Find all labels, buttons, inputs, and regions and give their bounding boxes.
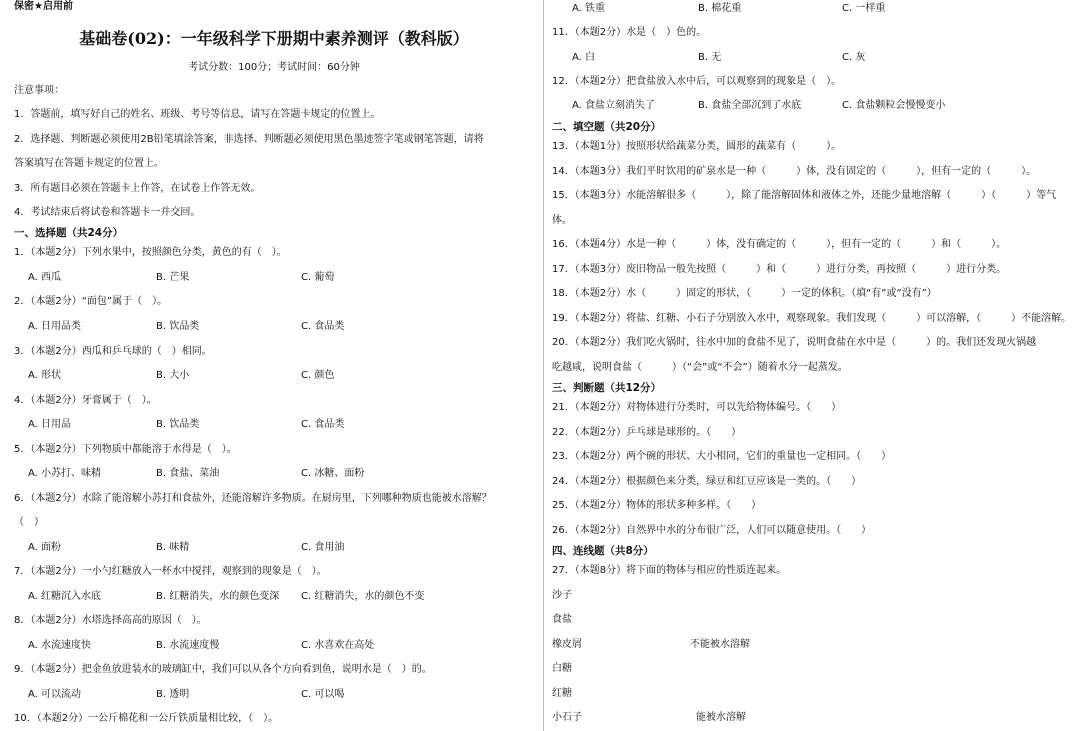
question-text: 27．（本题8分）将下面的物体与相应的性质连起来。 bbox=[552, 565, 787, 576]
section-heading: 三、判断题（共12分） bbox=[552, 382, 662, 394]
notice-item: 4．考试结束后将试卷和答题卡一并交回。 bbox=[14, 207, 201, 218]
section-heading: 一、选择题（共24分） bbox=[14, 227, 124, 239]
question-text: 2．（本题2分）“面包”属于（ ）。 bbox=[14, 296, 168, 307]
question-text: 9．（本题2分）把金鱼放进装水的玻璃缸中，我们可以从各个方向看到鱼，说明水是（ ）的。 bbox=[14, 664, 432, 675]
question-text: 26．（本题2分）自然界中水的分布很广泛，人们可以随意使用。（ ） bbox=[552, 525, 872, 536]
option-b: B. 棉花重 bbox=[698, 3, 742, 14]
section-heading: 四、连线题（共8分） bbox=[552, 545, 654, 557]
secret-label: 保密★启用前 bbox=[14, 1, 73, 12]
question-text: 23．（本题2分）两个碗的形状、大小相同，它们的重量也一定相同。（ ） bbox=[552, 451, 892, 462]
option-b: B. 透明 bbox=[156, 689, 190, 700]
option-c: C. 食用油 bbox=[301, 542, 345, 553]
right-column bbox=[552, 0, 1072, 731]
question-text: 24．（本题2分）根据颜色来分类，绿豆和红豆应该是一类的。（ ） bbox=[552, 476, 862, 487]
notice-item: 2．选择题、判断题必须使用2B铅笔填涂答案，非选择、判断题必须使用黑色墨迹签字笔或钢笔答题，请将 bbox=[14, 134, 484, 145]
option-b: B. 饮品类 bbox=[156, 321, 200, 332]
option-b: B. 芒果 bbox=[156, 272, 190, 283]
question-text: 7．（本题2分）一小勺红糖放入一杯水中搅拌，观察到的现象是（ ）。 bbox=[14, 566, 327, 577]
question-text-cont: （ ） bbox=[14, 517, 44, 528]
option-c: C. 颜色 bbox=[301, 370, 335, 381]
match-item: 沙子 bbox=[552, 590, 572, 601]
option-c: C. 灰 bbox=[842, 52, 866, 63]
match-item: 红糖 bbox=[552, 688, 572, 699]
exam-title: 基础卷(02)：一年级科学下册期中素养测评（教科版） bbox=[79, 29, 469, 48]
option-a: A. 水流速度快 bbox=[28, 640, 92, 651]
exam-meta: 考试分数：100分；考试时间：60分钟 bbox=[188, 62, 360, 73]
option-b: B. 食盐、菜油 bbox=[156, 468, 220, 479]
option-b: B. 水流速度慢 bbox=[156, 640, 220, 651]
question-text: 21．（本题2分）对物体进行分类时，可以先给物体编号。（ ） bbox=[552, 402, 842, 413]
option-b: B. 食盐全部沉到了水底 bbox=[698, 100, 802, 111]
question-text: 15．（本题3分）水能溶解很多（ ），除了能溶解固体和液体之外，还能少量地溶解（ ）（ ）等气 bbox=[552, 190, 1057, 201]
option-b: B. 大小 bbox=[156, 370, 190, 381]
question-text: 8．（本题2分）水塔选择高高的原因（ ）。 bbox=[14, 615, 207, 626]
option-b: B. 饮品类 bbox=[156, 419, 200, 430]
match-property: 能被水溶解 bbox=[696, 712, 746, 723]
option-c: C. 水喜欢在高处 bbox=[301, 640, 375, 651]
option-a: A. 小苏打、味精 bbox=[28, 468, 102, 479]
question-text-cont: 吃越咸，说明食盐（ ）（“会”或“不会”）随着水分一起蒸发。 bbox=[552, 362, 848, 373]
option-a: A. 食盐立刻消失了 bbox=[572, 100, 656, 111]
option-c: C. 红糖消失，水的颜色不变 bbox=[301, 591, 425, 602]
notice-item: 3．所有题目必须在答题卡上作答，在试卷上作答无效。 bbox=[14, 183, 261, 194]
left-column bbox=[14, 0, 534, 731]
question-text: 22．（本题2分）乒乓球是球形的。（ ） bbox=[552, 427, 742, 438]
question-text: 20．（本题2分）我们吃火锅时，往水中加的食盐不见了，说明食盐在水中是（ ）的。我们还发现火锅越 bbox=[552, 337, 1037, 348]
question-text: 16．（本题4分）水是一种（ ）体，没有确定的（ ），但有一定的（ ）和（ ）。 bbox=[552, 239, 1007, 250]
option-c: C. 葡萄 bbox=[301, 272, 335, 283]
match-item: 白糖 bbox=[552, 663, 572, 674]
option-a: A. 形状 bbox=[28, 370, 62, 381]
option-a: A. 日用品 bbox=[28, 419, 72, 430]
notice-heading: 注意事项： bbox=[14, 85, 64, 96]
option-a: A. 日用品类 bbox=[28, 321, 82, 332]
option-b: B. 味精 bbox=[156, 542, 190, 553]
option-a: A. 铁重 bbox=[572, 3, 606, 14]
question-text: 11．（本题2分）水是（ ）色的。 bbox=[552, 27, 707, 38]
option-a: A. 西瓜 bbox=[28, 272, 62, 283]
section-heading: 二、填空题（共20分） bbox=[552, 121, 662, 133]
question-text-cont: 体。 bbox=[552, 215, 572, 226]
option-a: A. 可以流动 bbox=[28, 689, 82, 700]
option-b: B. 红糖消失，水的颜色变深 bbox=[156, 591, 280, 602]
question-text: 1．（本题2分）下列水果中，按照颜色分类，黄色的有（ ）。 bbox=[14, 247, 287, 258]
option-b: B. 无 bbox=[698, 52, 722, 63]
question-text: 3．（本题2分）西瓜和乒乓球的（ ）相同。 bbox=[14, 346, 212, 357]
option-c: C. 食盐颗粒会慢慢变小 bbox=[842, 100, 946, 111]
option-c: C. 食品类 bbox=[301, 321, 345, 332]
match-item: 食盐 bbox=[552, 614, 572, 625]
match-item: 小石子 bbox=[552, 712, 582, 723]
option-a: A. 白 bbox=[572, 52, 596, 63]
question-text: 5．（本题2分）下列物质中都能溶于水得是（ ）。 bbox=[14, 444, 237, 455]
question-text: 10．（本题2分）一公斤棉花和一公斤铁质量相比较，（ ）。 bbox=[14, 713, 279, 724]
question-text: 6．（本题2分）水除了能溶解小苏打和食盐外，还能溶解许多物质。在厨房里，下列哪种物质也能被水溶解？ bbox=[14, 493, 492, 504]
option-c: C. 食品类 bbox=[301, 419, 345, 430]
question-text: 17．（本题3分）废旧物品一般先按照（ ）和（ ）进行分类，再按照（ ）进行分类。 bbox=[552, 264, 1007, 275]
question-text: 25．（本题2分）物体的形状多种多样。（ ） bbox=[552, 500, 762, 511]
option-c: C. 一样重 bbox=[842, 3, 886, 14]
match-item: 橡皮屑 bbox=[552, 639, 582, 650]
column-divider bbox=[543, 0, 544, 731]
notice-item: 1．答题前，填写好自己的姓名、班级、考号等信息，请写在答题卡规定的位置上。 bbox=[14, 109, 381, 120]
match-property: 不能被水溶解 bbox=[690, 639, 750, 650]
option-a: A. 面粉 bbox=[28, 542, 62, 553]
option-a: A. 红糖沉入水底 bbox=[28, 591, 102, 602]
option-c: C. 可以喝 bbox=[301, 689, 345, 700]
question-text: 13．（本题1分）按照形状给蔬菜分类，圆形的蔬菜有（ ）。 bbox=[552, 141, 842, 152]
notice-item: 答案填写在答题卡规定的位置上。 bbox=[14, 158, 164, 169]
question-text: 19．（本题2分）将盐、红糖、小石子分别放入水中，观察现象。我们发现（ ）可以溶解，（ ）不能溶解。 bbox=[552, 313, 1072, 324]
question-text: 12．（本题2分）把食盐放入水中后，可以观察到的现象是（ ）。 bbox=[552, 76, 842, 87]
question-text: 18．（本题2分）水（ ）固定的形状，（ ）一定的体积。（填“有”或“没有”） bbox=[552, 288, 937, 299]
option-c: C. 冰糖、面粉 bbox=[301, 468, 365, 479]
question-text: 4．（本题2分）牙膏属于（ ）。 bbox=[14, 395, 157, 406]
question-text: 14．（本题3分）我们平时饮用的矿泉水是一种（ ）体，没有固定的（ ），但有一定的（ ）。 bbox=[552, 166, 1037, 177]
